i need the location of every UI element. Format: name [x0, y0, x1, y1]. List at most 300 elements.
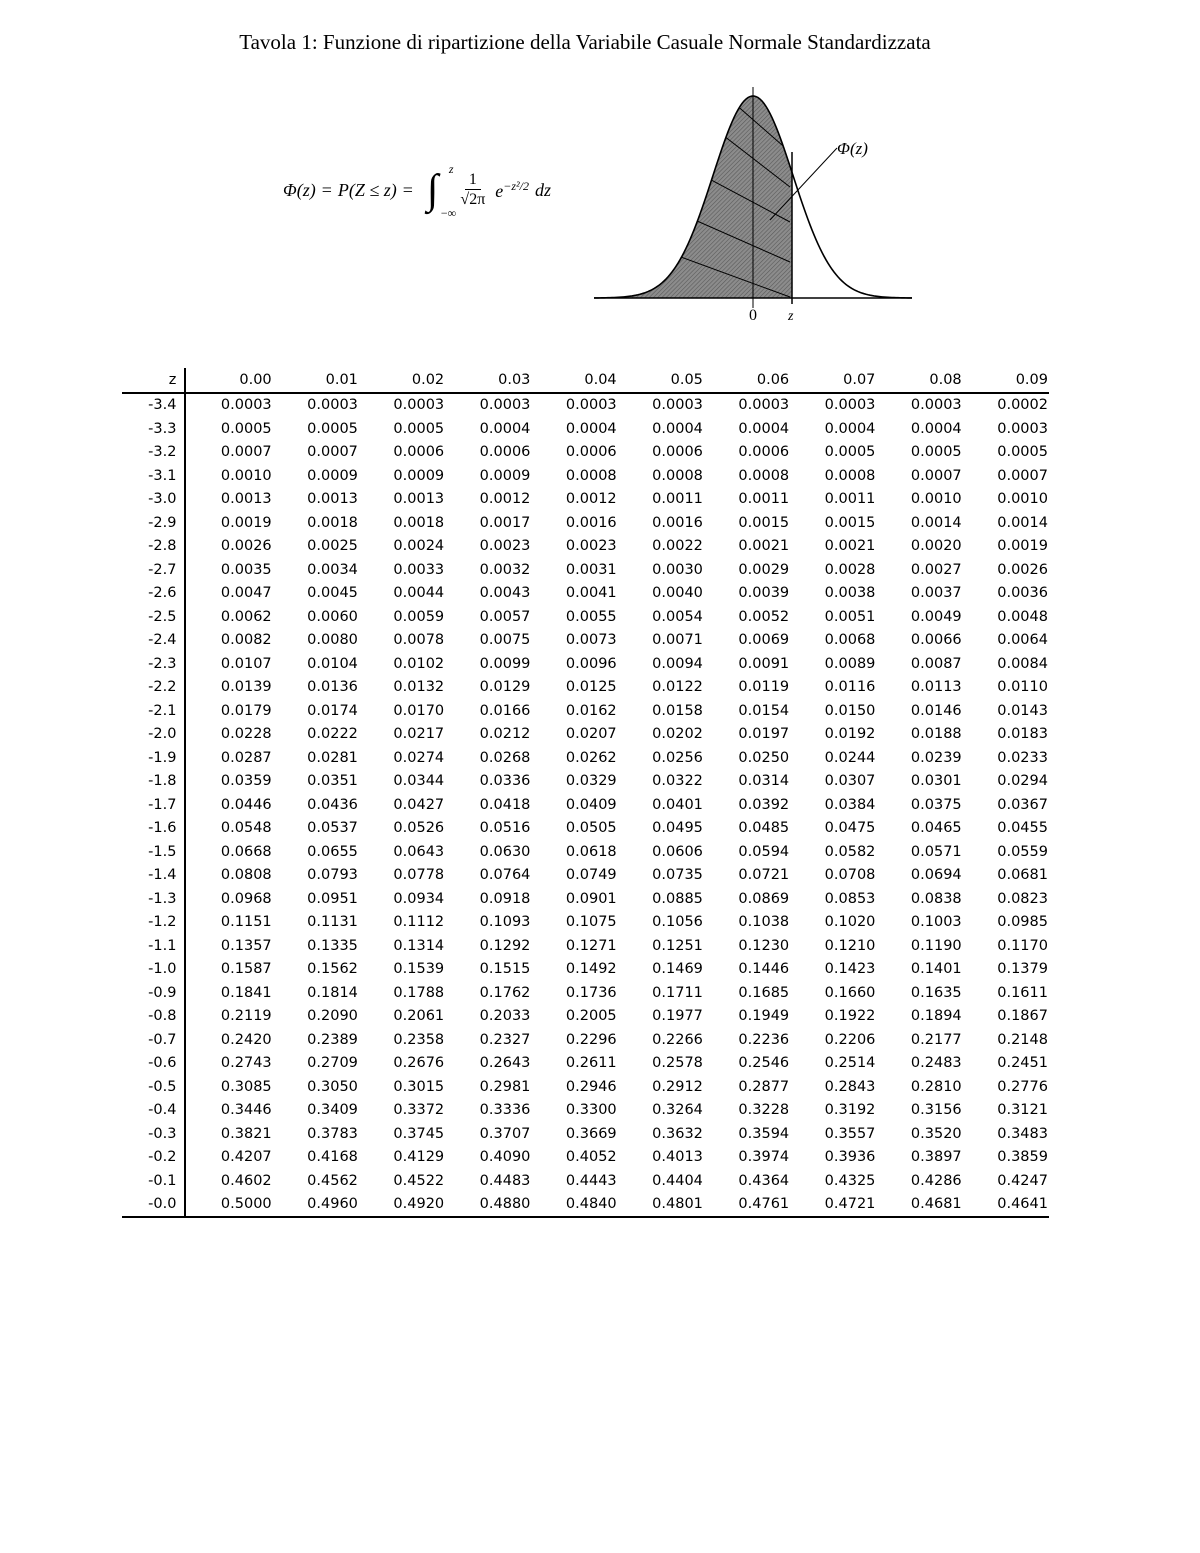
table-row — [122, 746, 1049, 770]
probability-cell: 0.1660 — [824, 984, 876, 1001]
probability-cell: 0.4013 — [652, 1149, 703, 1166]
probability-cell: 0.4090 — [479, 1149, 531, 1166]
probability-cell: 0.0094 — [652, 655, 703, 672]
probability-cell: 0.0838 — [910, 890, 962, 907]
formula-lhs: Φ(z) — [283, 179, 316, 200]
table-row — [122, 934, 1049, 958]
probability-cell: 0.0014 — [997, 514, 1048, 531]
probability-cell: 0.1539 — [393, 961, 445, 978]
probability-cell: 0.2033 — [479, 1008, 531, 1025]
probability-cell: 0.0011 — [652, 491, 703, 508]
z-value-cell: -2.0 — [122, 723, 185, 747]
probability-cell: 0.2389 — [307, 1031, 358, 1048]
probability-cell: 0.0012 — [565, 491, 617, 508]
probability-cell: 0.0099 — [479, 655, 531, 672]
probability-cell: 0.4247 — [997, 1172, 1048, 1189]
probability-cell: 0.0039 — [738, 585, 790, 602]
probability-cell: 0.1685 — [738, 984, 790, 1001]
probability-cell: 0.0006 — [652, 444, 703, 461]
probability-cell: 0.0003 — [565, 397, 617, 414]
probability-cell: 0.0384 — [824, 796, 876, 813]
probability-cell: 0.2420 — [220, 1031, 272, 1048]
probability-cell: 0.0125 — [565, 679, 617, 696]
probability-cell: 0.0217 — [393, 726, 445, 743]
probability-cell: 0.0013 — [220, 491, 272, 508]
probability-cell: 0.0049 — [910, 608, 962, 625]
column-header: 0.00 — [239, 371, 272, 388]
probability-cell: 0.0322 — [652, 773, 703, 790]
probability-cell: 0.0183 — [997, 726, 1048, 743]
probability-cell: 0.0064 — [997, 632, 1048, 649]
probability-cell: 0.4325 — [824, 1172, 876, 1189]
probability-cell: 0.2296 — [565, 1031, 617, 1048]
table-row — [122, 558, 1049, 582]
probability-cell: 0.0526 — [393, 820, 445, 837]
probability-cell: 0.0014 — [910, 514, 962, 531]
probability-cell: 0.4286 — [910, 1172, 962, 1189]
probability-cell: 0.0594 — [738, 843, 790, 860]
table-row — [122, 535, 1049, 559]
probability-cell: 0.0708 — [824, 867, 876, 884]
fraction-denominator: √2π — [460, 190, 486, 208]
probability-cell: 0.0618 — [565, 843, 617, 860]
probability-cell: 0.0455 — [997, 820, 1048, 837]
probability-cell: 0.0031 — [565, 561, 617, 578]
probability-cell: 0.0034 — [307, 561, 358, 578]
probability-cell: 0.1515 — [479, 961, 531, 978]
probability-cell: 0.0475 — [824, 820, 876, 837]
probability-cell: 0.4602 — [220, 1172, 272, 1189]
probability-cell: 0.0080 — [307, 632, 358, 649]
probability-cell: 0.0021 — [738, 538, 790, 555]
probability-cell: 0.3783 — [307, 1125, 358, 1142]
probability-cell: 0.4207 — [220, 1149, 272, 1166]
probability-cell: 0.1587 — [220, 961, 272, 978]
probability-cell: 0.1251 — [652, 937, 703, 954]
probability-cell: 0.4562 — [307, 1172, 358, 1189]
probability-cell: 0.0048 — [997, 608, 1048, 625]
probability-cell: 0.0301 — [910, 773, 962, 790]
probability-cell: 0.0262 — [565, 749, 617, 766]
probability-cell: 0.0409 — [565, 796, 617, 813]
probability-cell: 0.2776 — [997, 1078, 1048, 1095]
probability-cell: 0.0022 — [652, 538, 703, 555]
probability-cell: 0.0465 — [910, 820, 962, 837]
probability-cell: 0.0188 — [910, 726, 962, 743]
probability-cell: 0.3300 — [565, 1102, 617, 1119]
probability-cell: 0.0113 — [910, 679, 962, 696]
probability-cell: 0.3745 — [393, 1125, 445, 1142]
probability-cell: 0.0139 — [220, 679, 272, 696]
table-header-row — [122, 368, 1049, 393]
probability-cell: 0.0023 — [565, 538, 617, 555]
probability-cell: 0.0162 — [565, 702, 617, 719]
probability-cell: 0.1469 — [652, 961, 703, 978]
probability-cell: 0.0885 — [652, 890, 703, 907]
probability-cell: 0.3821 — [220, 1125, 272, 1142]
probability-cell: 0.0505 — [565, 820, 617, 837]
probability-cell: 0.0166 — [479, 702, 531, 719]
probability-cell: 0.0005 — [997, 444, 1048, 461]
probability-cell: 0.1814 — [307, 984, 358, 1001]
probability-cell: 0.0150 — [824, 702, 876, 719]
z-value-cell: -2.1 — [122, 699, 185, 723]
column-header: 0.05 — [670, 371, 703, 388]
probability-cell: 0.3192 — [824, 1102, 876, 1119]
probability-cell: 0.0036 — [997, 585, 1048, 602]
table-row — [122, 864, 1049, 888]
probability-cell: 0.0392 — [738, 796, 790, 813]
probability-cell: 0.0239 — [910, 749, 962, 766]
z-value-cell: -1.2 — [122, 911, 185, 935]
probability-cell: 0.0143 — [997, 702, 1048, 719]
probability-cell: 0.0004 — [565, 420, 617, 437]
table-row — [122, 887, 1049, 911]
probability-cell: 0.0436 — [307, 796, 358, 813]
probability-cell: 0.0793 — [307, 867, 358, 884]
probability-cell: 0.0244 — [824, 749, 876, 766]
probability-cell: 0.0078 — [393, 632, 445, 649]
z-value-cell: -2.5 — [122, 605, 185, 629]
z-value-cell: -2.9 — [122, 511, 185, 535]
probability-cell: 0.0274 — [393, 749, 445, 766]
probability-cell: 0.3936 — [824, 1149, 876, 1166]
table-row — [122, 981, 1049, 1005]
formula-probability: P(Z ≤ z) — [337, 179, 397, 200]
table-row — [122, 817, 1049, 841]
probability-cell: 0.0418 — [479, 796, 531, 813]
probability-cell: 0.2119 — [220, 1008, 272, 1025]
probability-cell: 0.0027 — [910, 561, 962, 578]
probability-cell: 0.1922 — [824, 1008, 876, 1025]
probability-cell: 0.5000 — [220, 1196, 272, 1213]
probability-cell: 0.0003 — [824, 397, 876, 414]
z-value-cell: -1.4 — [122, 864, 185, 888]
probability-cell: 0.0073 — [565, 632, 617, 649]
probability-cell: 0.0985 — [997, 914, 1048, 931]
z-value-cell: -3.3 — [122, 417, 185, 441]
table-row — [122, 1122, 1049, 1146]
probability-cell: 0.2643 — [479, 1055, 531, 1072]
probability-cell: 0.1056 — [652, 914, 703, 931]
z-value-cell: -3.0 — [122, 488, 185, 512]
probability-cell: 0.0808 — [220, 867, 272, 884]
probability-cell: 0.4129 — [393, 1149, 445, 1166]
table-row — [122, 1075, 1049, 1099]
formula-differential: dz — [534, 179, 551, 200]
probability-cell: 0.0287 — [220, 749, 272, 766]
probability-cell: 0.0019 — [220, 514, 272, 531]
probability-cell: 0.0066 — [910, 632, 962, 649]
probability-cell: 0.1170 — [997, 937, 1048, 954]
probability-cell: 0.2810 — [910, 1078, 962, 1095]
probability-cell: 0.2546 — [738, 1055, 790, 1072]
probability-cell: 0.0643 — [393, 843, 445, 860]
probability-cell: 0.4960 — [307, 1196, 358, 1213]
probability-cell: 0.0222 — [307, 726, 358, 743]
probability-cell: 0.0004 — [824, 420, 876, 437]
table-row — [122, 417, 1049, 441]
probability-cell: 0.3897 — [910, 1149, 962, 1166]
probability-cell: 0.2709 — [307, 1055, 358, 1072]
probability-cell: 0.0179 — [220, 702, 272, 719]
probability-cell: 0.3228 — [738, 1102, 790, 1119]
integral-sign — [426, 162, 457, 220]
column-header: 0.03 — [498, 371, 531, 388]
probability-cell: 0.2451 — [997, 1055, 1048, 1072]
probability-cell: 0.0003 — [997, 420, 1048, 437]
probability-cell: 0.2743 — [220, 1055, 272, 1072]
probability-cell: 0.0268 — [479, 749, 531, 766]
probability-cell: 0.2676 — [393, 1055, 445, 1072]
probability-cell: 0.0122 — [652, 679, 703, 696]
probability-cell: 0.4801 — [652, 1196, 703, 1213]
probability-cell: 0.0336 — [479, 773, 531, 790]
probability-cell: 0.0197 — [738, 726, 790, 743]
probability-cell: 0.4920 — [393, 1196, 445, 1213]
probability-cell: 0.3446 — [220, 1102, 272, 1119]
z-value-cell: -2.8 — [122, 535, 185, 559]
probability-cell: 0.4443 — [565, 1172, 617, 1189]
z-value-cell: -1.5 — [122, 840, 185, 864]
probability-cell: 0.0102 — [393, 655, 445, 672]
probability-cell: 0.0016 — [652, 514, 703, 531]
probability-cell: 0.1038 — [738, 914, 790, 931]
probability-cell: 0.2148 — [997, 1031, 1048, 1048]
probability-cell: 0.0047 — [220, 585, 272, 602]
probability-cell: 0.0082 — [220, 632, 272, 649]
probability-cell: 0.0026 — [220, 538, 272, 555]
probability-cell: 0.0057 — [479, 608, 531, 625]
probability-cell: 0.1190 — [910, 937, 962, 954]
probability-cell: 0.1314 — [393, 937, 445, 954]
probability-cell: 0.0010 — [220, 467, 272, 484]
probability-cell: 0.0351 — [307, 773, 358, 790]
probability-cell: 0.2946 — [565, 1078, 617, 1095]
probability-cell: 0.0314 — [738, 773, 790, 790]
probability-cell: 0.0009 — [307, 467, 358, 484]
table-row — [122, 840, 1049, 864]
probability-cell: 0.0033 — [393, 561, 445, 578]
probability-cell: 0.2611 — [565, 1055, 617, 1072]
z-value-cell: -1.6 — [122, 817, 185, 841]
table-row — [122, 629, 1049, 653]
probability-cell: 0.0192 — [824, 726, 876, 743]
probability-cell: 0.1093 — [479, 914, 531, 931]
probability-cell: 0.2327 — [479, 1031, 531, 1048]
probability-cell: 0.0329 — [565, 773, 617, 790]
probability-cell: 0.3264 — [652, 1102, 703, 1119]
probability-cell: 0.1492 — [565, 961, 617, 978]
probability-cell: 0.1003 — [910, 914, 962, 931]
probability-cell: 0.0018 — [393, 514, 445, 531]
z-value-cell: -2.4 — [122, 629, 185, 653]
probability-cell: 0.1611 — [997, 984, 1048, 1001]
table-row — [122, 393, 1049, 418]
probability-cell: 0.0233 — [997, 749, 1048, 766]
probability-cell: 0.3594 — [738, 1125, 790, 1142]
probability-cell: 0.0256 — [652, 749, 703, 766]
probability-cell: 0.0006 — [479, 444, 531, 461]
probability-cell: 0.0017 — [479, 514, 531, 531]
z-value-cell: -0.1 — [122, 1169, 185, 1193]
probability-cell: 0.0901 — [565, 890, 617, 907]
probability-cell: 0.0250 — [738, 749, 790, 766]
probability-cell: 0.0030 — [652, 561, 703, 578]
probability-cell: 0.3520 — [910, 1125, 962, 1142]
probability-cell: 0.0606 — [652, 843, 703, 860]
z-value-cell: -1.8 — [122, 770, 185, 794]
probability-cell: 0.0008 — [824, 467, 876, 484]
probability-cell: 0.3974 — [738, 1149, 790, 1166]
probability-cell: 0.0091 — [738, 655, 790, 672]
probability-cell: 0.4364 — [738, 1172, 790, 1189]
table-row — [122, 793, 1049, 817]
table-row — [122, 582, 1049, 606]
table-row — [122, 652, 1049, 676]
probability-cell: 0.2578 — [652, 1055, 703, 1072]
probability-cell: 0.0485 — [738, 820, 790, 837]
probability-cell: 0.1131 — [307, 914, 358, 931]
probability-cell: 0.0228 — [220, 726, 272, 743]
probability-cell: 0.0735 — [652, 867, 703, 884]
formula-fraction — [460, 171, 485, 209]
probability-cell: 0.0044 — [393, 585, 445, 602]
probability-cell: 0.2514 — [824, 1055, 876, 1072]
probability-cell: 0.0005 — [824, 444, 876, 461]
probability-cell: 0.0004 — [910, 420, 962, 437]
probability-cell: 0.0003 — [220, 397, 272, 414]
probability-cell: 0.3015 — [393, 1078, 445, 1095]
probability-cell: 0.0021 — [824, 538, 876, 555]
normal-curve-figure — [580, 82, 920, 332]
probability-cell: 0.0174 — [307, 702, 358, 719]
probability-cell: 0.0136 — [307, 679, 358, 696]
probability-cell: 0.0146 — [910, 702, 962, 719]
exp-exponent: −z²/2 — [503, 178, 529, 193]
probability-cell: 0.3409 — [307, 1102, 358, 1119]
z-value-cell: -0.6 — [122, 1052, 185, 1076]
probability-cell: 0.0132 — [393, 679, 445, 696]
probability-cell: 0.1711 — [652, 984, 703, 1001]
probability-cell: 0.0401 — [652, 796, 703, 813]
probability-cell: 0.0089 — [824, 655, 876, 672]
probability-cell: 0.0007 — [997, 467, 1048, 484]
probability-cell: 0.0003 — [910, 397, 962, 414]
probability-cell: 0.1075 — [565, 914, 617, 931]
probability-cell: 0.1357 — [220, 937, 272, 954]
probability-cell: 0.0823 — [997, 890, 1048, 907]
probability-cell: 0.0154 — [738, 702, 790, 719]
column-header: 0.01 — [325, 371, 358, 388]
probability-cell: 0.1292 — [479, 937, 531, 954]
zero-label: 0 — [749, 307, 757, 324]
probability-cell: 0.0694 — [910, 867, 962, 884]
probability-cell: 0.1867 — [997, 1008, 1048, 1025]
probability-cell: 0.1562 — [307, 961, 358, 978]
probability-cell: 0.0008 — [738, 467, 790, 484]
probability-cell: 0.2061 — [393, 1008, 445, 1025]
probability-cell: 0.0087 — [910, 655, 962, 672]
probability-cell: 0.3121 — [997, 1102, 1048, 1119]
probability-cell: 0.0934 — [393, 890, 445, 907]
formula-exponential — [495, 179, 529, 202]
probability-cell: 0.0918 — [479, 890, 531, 907]
probability-cell: 0.0446 — [220, 796, 272, 813]
probability-cell: 0.0007 — [910, 467, 962, 484]
z-value-cell: -0.7 — [122, 1028, 185, 1052]
z-value-cell: -3.1 — [122, 464, 185, 488]
probability-cell: 0.4880 — [479, 1196, 531, 1213]
probability-cell: 0.0011 — [824, 491, 876, 508]
probability-cell: 0.2177 — [910, 1031, 962, 1048]
probability-cell: 0.0019 — [997, 538, 1048, 555]
probability-cell: 0.2981 — [479, 1078, 531, 1095]
probability-cell: 0.4052 — [565, 1149, 617, 1166]
probability-cell: 0.0006 — [393, 444, 445, 461]
probability-cell: 0.0202 — [652, 726, 703, 743]
probability-cell: 0.2206 — [824, 1031, 876, 1048]
probability-cell: 0.2912 — [652, 1078, 703, 1095]
cdf-formula — [283, 160, 551, 220]
probability-cell: 0.0032 — [479, 561, 531, 578]
probability-cell: 0.0003 — [307, 397, 358, 414]
probability-cell: 0.0043 — [479, 585, 531, 602]
probability-cell: 0.0013 — [393, 491, 445, 508]
probability-cell: 0.4522 — [393, 1172, 445, 1189]
probability-cell: 0.0003 — [393, 397, 445, 414]
z-value-cell: -0.5 — [122, 1075, 185, 1099]
z-value-cell: -1.9 — [122, 746, 185, 770]
probability-cell: 0.0038 — [824, 585, 876, 602]
z-table — [122, 368, 1049, 1218]
table-row — [122, 1146, 1049, 1170]
probability-cell: 0.0005 — [393, 420, 445, 437]
probability-cell: 0.0006 — [565, 444, 617, 461]
probability-cell: 0.0207 — [565, 726, 617, 743]
probability-cell: 0.1762 — [479, 984, 531, 1001]
table-row — [122, 1005, 1049, 1029]
probability-cell: 0.0003 — [738, 397, 790, 414]
probability-cell: 0.0170 — [393, 702, 445, 719]
probability-cell: 0.2877 — [738, 1078, 790, 1095]
probability-cell: 0.3050 — [307, 1078, 358, 1095]
probability-cell: 0.3156 — [910, 1102, 962, 1119]
fraction-numerator: 1 — [465, 171, 481, 190]
probability-cell: 0.4681 — [910, 1196, 962, 1213]
phi-label: Φ(z) — [837, 139, 868, 158]
probability-cell: 0.0059 — [393, 608, 445, 625]
probability-cell: 0.4483 — [479, 1172, 531, 1189]
formula-equals-2: = — [402, 179, 413, 200]
probability-cell: 0.0116 — [824, 679, 876, 696]
probability-cell: 0.1379 — [997, 961, 1048, 978]
probability-cell: 0.0548 — [220, 820, 272, 837]
probability-cell: 0.4840 — [565, 1196, 617, 1213]
column-header: 0.02 — [411, 371, 445, 388]
probability-cell: 0.0029 — [738, 561, 790, 578]
z-value-cell: -0.4 — [122, 1099, 185, 1123]
probability-cell: 0.0054 — [652, 608, 703, 625]
probability-cell: 0.3372 — [393, 1102, 445, 1119]
probability-cell: 0.0018 — [307, 514, 358, 531]
z-value-cell: -0.0 — [122, 1193, 185, 1218]
table-row — [122, 441, 1049, 465]
probability-cell: 0.3483 — [997, 1125, 1048, 1142]
probability-cell: 0.0010 — [997, 491, 1048, 508]
probability-cell: 0.0367 — [997, 796, 1048, 813]
probability-cell: 0.0069 — [738, 632, 790, 649]
